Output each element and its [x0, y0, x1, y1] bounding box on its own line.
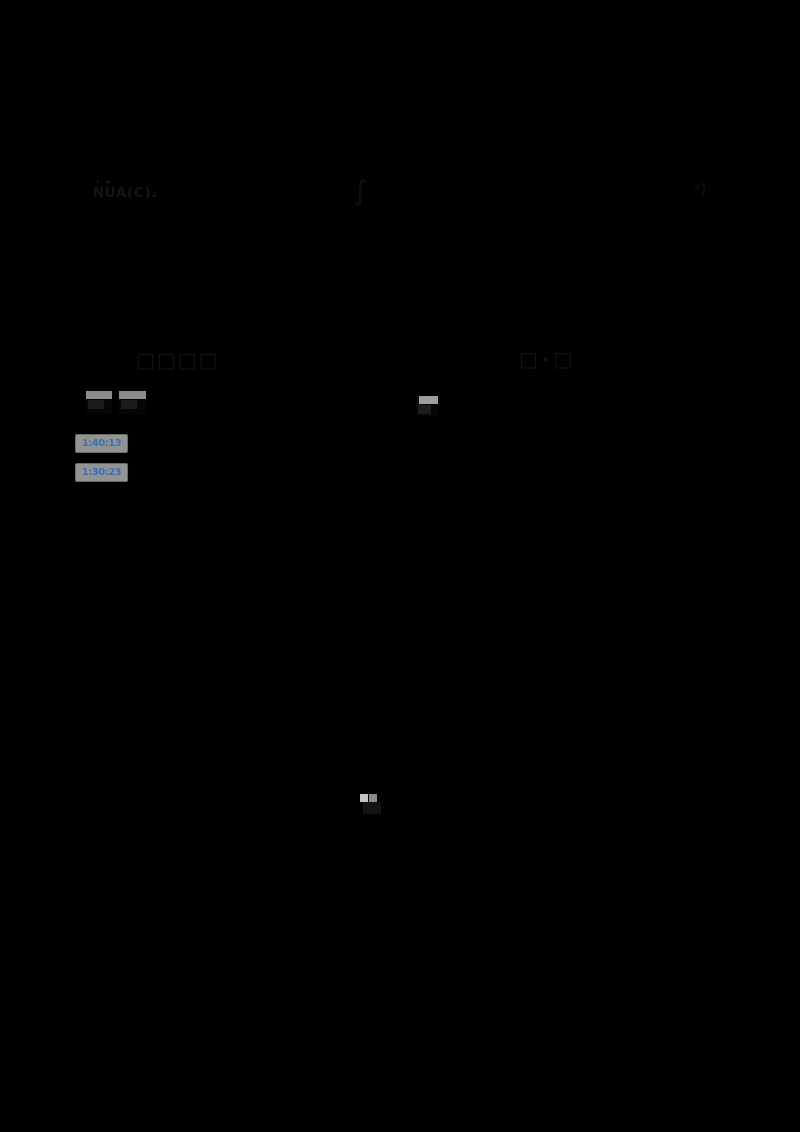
broken-image-icon [119, 391, 146, 414]
faint-formula-text: NUA(C)₂ [93, 186, 159, 201]
placeholder-gray-bar [419, 396, 438, 404]
placeholder-dark-blob [418, 405, 431, 414]
faint-heading-left: □□□□ [136, 348, 220, 372]
broken-image-icon [416, 396, 438, 416]
faint-right-mark: ʸ) [694, 179, 707, 198]
chip-link-text[interactable]: 1:30:23 [81, 466, 122, 478]
placeholder-square-gray [369, 794, 377, 802]
faint-caption-line-1: ······· [212, 794, 240, 804]
placeholder-dark-blob [363, 802, 381, 814]
chip-link-text[interactable]: 1:40:13 [81, 437, 122, 449]
faint-heading-right: □·□ [519, 347, 577, 371]
link-chip[interactable] [75, 463, 128, 482]
faint-integral-glyph: ∫ [353, 174, 368, 207]
faint-formula-superscript: ᶠ ᴹ [97, 179, 113, 188]
link-chip[interactable] [75, 434, 128, 453]
broken-image-icon [86, 391, 112, 414]
placeholder-gray-bar [86, 391, 112, 399]
placeholder-gray-bar [119, 391, 146, 399]
broken-image-icon [359, 794, 384, 816]
placeholder-dark-blob [121, 400, 137, 409]
placeholder-dark-blob [88, 400, 104, 409]
placeholder-square-light [360, 794, 368, 802]
faint-caption-line-2: ····· [216, 804, 236, 814]
